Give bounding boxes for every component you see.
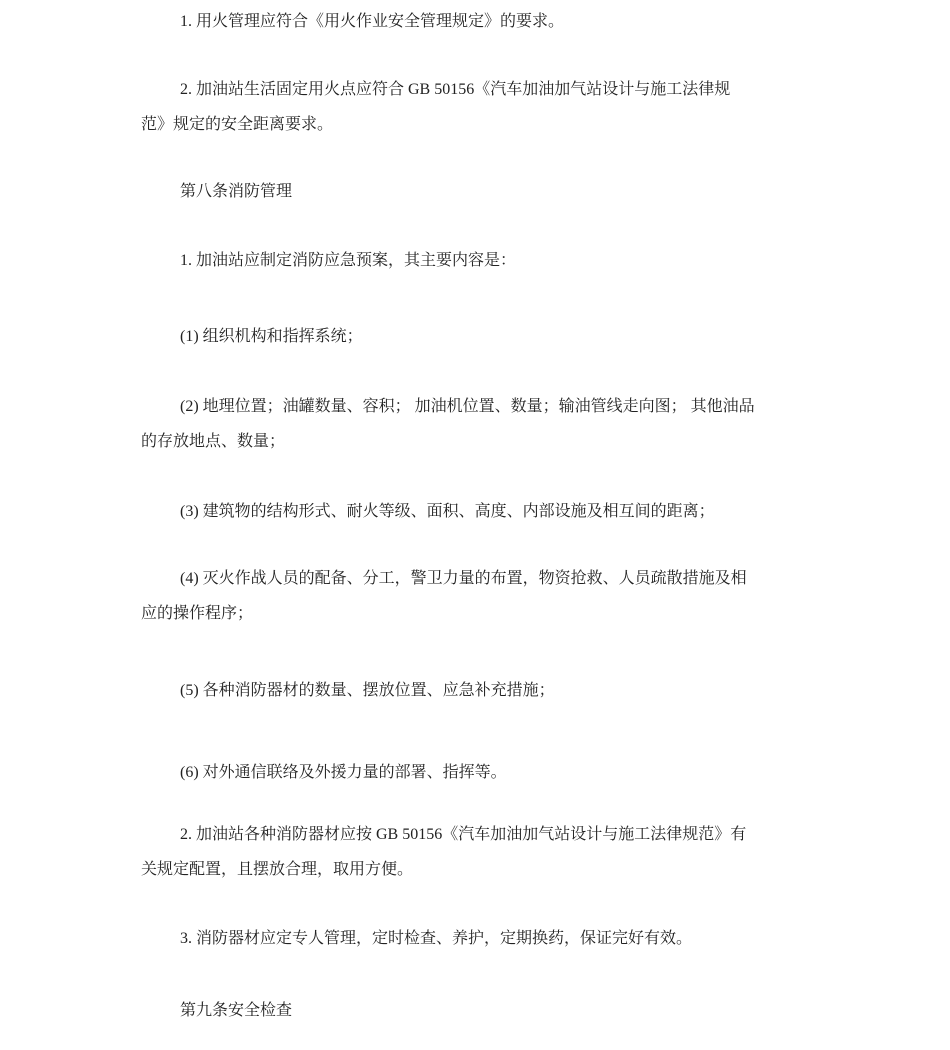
paragraph-extinguisher-maintenance: [141, 921, 801, 956]
paragraph-fire-use-rule-2: [141, 72, 801, 142]
paragraph-fire-use-rule-1: [141, 4, 801, 39]
list-item-text: (4) 灭火作战人员的配备、分工，警卫力量的布置，物资抢救、人员疏散措施及相: [180, 570, 747, 587]
list-item-text: (3) 建筑物的结构形式、耐火等级、面积、高度、内部设施及相互间的距离；: [180, 503, 715, 520]
paragraph-emergency-plan: [141, 243, 801, 278]
paragraph-line-continuation: 范》规定的安全距离要求。: [141, 116, 334, 133]
list-item-text: (6) 对外通信联络及外援力量的部署、指挥等。: [180, 764, 507, 781]
list-item-text-continuation: 的存放地点、数量；: [141, 433, 286, 450]
list-item-4: [141, 561, 801, 631]
list-item-1: [141, 319, 801, 354]
list-item-2: [141, 389, 801, 459]
section-heading-article-9: [141, 993, 801, 1028]
list-item-3: [141, 494, 801, 529]
list-item-text: (5) 各种消防器材的数量、摆放位置、应急补充措施；: [180, 682, 555, 699]
paragraph-line-continuation: 关规定配置，且摆放合理，取用方便。: [141, 861, 414, 878]
list-item-text: (1) 组织机构和指挥系统；: [180, 328, 363, 345]
list-item-text: (2) 地理位置；油罐数量、容积； 加油机位置、数量；输油管线走向图； 其他油品: [180, 398, 755, 415]
paragraph-line: 1. 加油站应制定消防应急预案，其主要内容是：: [180, 252, 517, 269]
section-heading-article-8: [141, 174, 801, 209]
paragraph-line: 2. 加油站各种消防器材应按 GB 50156《汽车加油加气站设计与施工法律规范》有: [180, 826, 747, 843]
paragraph-line: 2. 加油站生活固定用火点应符合 GB 50156《汽车加油加气站设计与施工法律规: [180, 81, 731, 98]
list-item-5: [141, 673, 801, 708]
paragraph-extinguisher-config: [141, 817, 801, 887]
heading-text: 第九条安全检查: [180, 1002, 293, 1019]
heading-text: 第八条消防管理: [180, 183, 293, 200]
paragraph-line: 3. 消防器材应定专人管理，定时检查、养护，定期换药，保证完好有效。: [180, 930, 693, 947]
list-item-text-continuation: 应的操作程序；: [141, 605, 254, 622]
list-item-6: [141, 755, 801, 790]
paragraph-line: 1. 用火管理应符合《用火作业安全管理规定》的要求。: [180, 13, 565, 30]
